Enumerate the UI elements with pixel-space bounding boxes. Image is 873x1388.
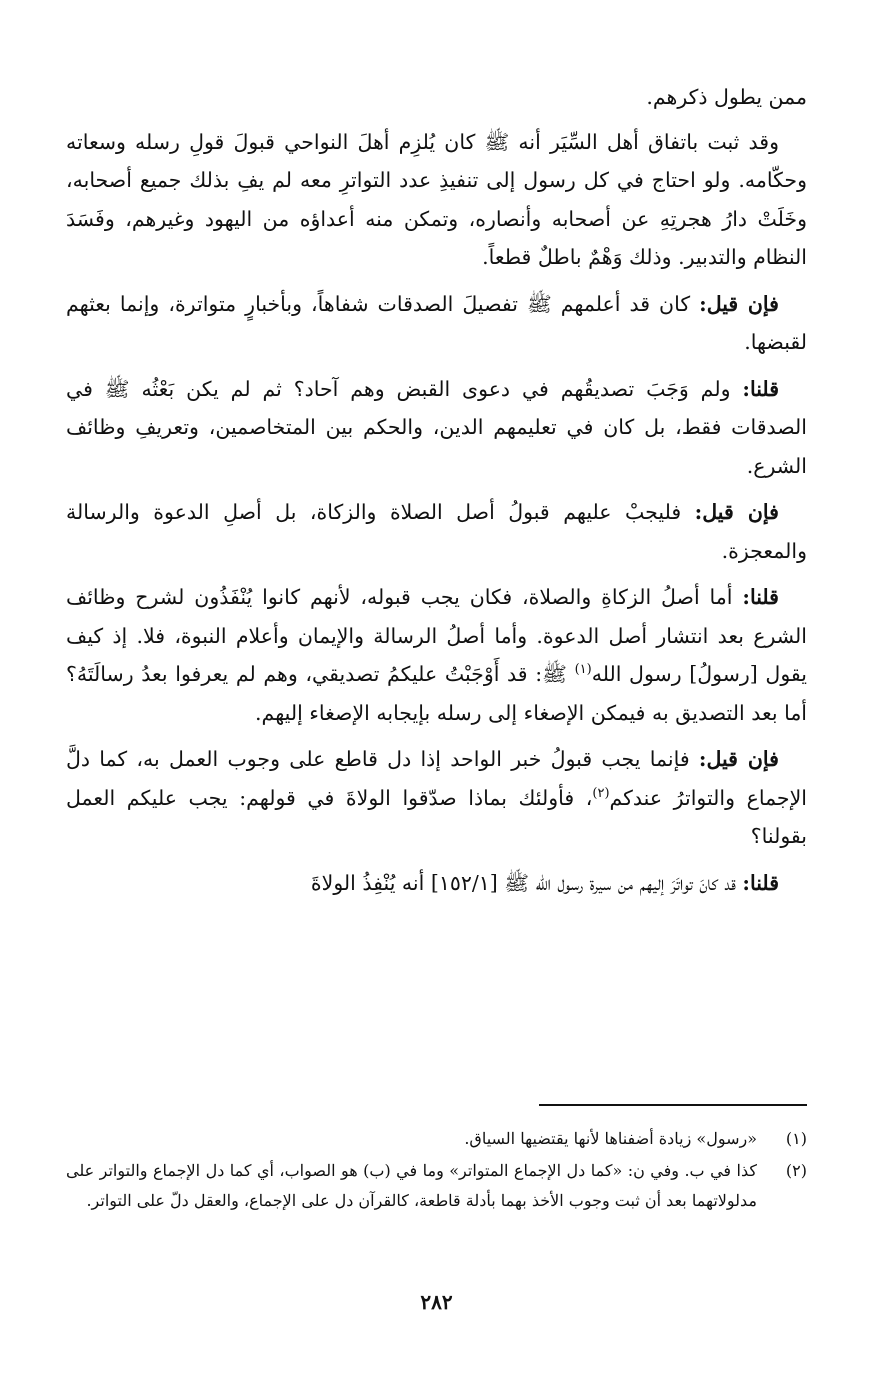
footnote-text: كذا في ب. وفي ن: «كما دل الإجماع المتواتر» وما في (ب) هو الصواب، أي كما دل الإجماع والتواتر على مدلولاتهما بعد أن ثبت وجوب الأخذ بهما بأدلة قاطعة، كالقرآن دل على الإجماع، والعقل دلّ على التواتر. — [66, 1161, 757, 1210]
footnote-number: (١) — [785, 1129, 807, 1148]
paragraph-reply-1 — [66, 370, 807, 486]
footnote-marker-1[interactable]: (١) — [574, 662, 592, 678]
reply-label: قلنا: — [742, 376, 779, 401]
objection-label: فإن قيل: — [699, 291, 779, 316]
paragraph-reply-2 — [66, 578, 807, 732]
page-number: ٢٨٢ — [420, 1290, 453, 1314]
footnote-text: «رسول» زيادة أضفناها لأنها يقتضيها السياق. — [464, 1129, 757, 1148]
paragraph-text: ﷺ: قد أَوْجَبْتُ عليكمُ تصديقي، وهم لم يعرفوا بعدُ رسالَتَهُ؟ أما بعد التصديق به فيمكن الإصغاء إلى رسله بإيجابه الإصغاء إليهم. — [66, 662, 807, 725]
paragraph-text: وقد ثبت باتفاق أهل السِّيَر أنه ﷺ كان يُلزِم أهلَ النواحي قبولَ قولِ رسله وسعاته وحكّامه. ولو احتاج في كل رسول إلى تنفيذِ عدد التواترِ معه لم يفِ بذلك جميع أصحابه، وخَلَتْ دارُ هجرتِهِ عن أصحابه وأنصاره، وتمكن منه أعداؤه من اليهود وغيرهم، وفَسَدَ النظام والتدبير. وذلك وَهْمٌ باطلٌ قطعاً. — [66, 129, 807, 269]
objection-label: فإن قيل: — [698, 747, 779, 771]
paragraph-objection-2 — [66, 493, 807, 570]
paragraph-continuation — [66, 78, 807, 117]
paragraph-text: ولم وَجَبَ تصديقُهم في دعوى القبض وهم آحاد؟ ثم لم يكن بَعْثُه ﷺ في الصدقات فقط، بل كان في تعليمهم الدين، والحكم بين المتخاصمين، وتعريفِ وظائف الشرع. — [66, 376, 807, 478]
paragraph-text: ، فأولئك بماذا صدّقوا الولاةَ في قولهم: يجب عليكم العمل بقولنا؟ — [66, 785, 807, 848]
paragraph-text: أما أصلُ الزكاةِ والصلاة، فكان يجب قبوله، لأنهم كانوا يُنْفَذُون لشرح وظائف الشرع بعد انتشار أصل الدعوة. وأما أصلُ الرسالة والإيمان وأعلام النبوة، فلا. إذ كيف يقول [رسولُ] رسول الله — [66, 585, 808, 686]
footnote-1 — [66, 1124, 807, 1154]
footnote-separator — [539, 1104, 807, 1106]
paragraph-reply-3 — [66, 864, 807, 903]
paragraph-text: ممن يطول ذكرهم. — [646, 85, 807, 109]
paragraph-text: كان قد أعلمهم ﷺ تفصيلَ الصدقات شفاهاً، وبأخبارٍ متواترة، وإنما بعثهم لقبضها. — [66, 291, 807, 354]
paragraph-objection-3 — [66, 740, 807, 856]
paragraph-text: فليجبْ عليهم قبولُ أصل الصلاة والزكاة، بل أصلِ الدعوة والرسالة والمعجزة. — [66, 500, 807, 563]
paragraph-consensus — [66, 123, 807, 277]
paragraph-objection-1 — [66, 285, 807, 362]
footnotes — [66, 1124, 807, 1218]
paragraph-text: فإنما يجب قبولُ خبر الواحد إذا دل قاطع على وجوب العمل به، كما دلَّ الإجماع والتواترُ عندكم — [66, 747, 807, 810]
reply-label: قلنا: — [742, 870, 779, 895]
footnote-number: (٢) — [785, 1161, 807, 1180]
objection-label: فإن قيل: — [694, 500, 779, 524]
paragraph-text: قد كانَ تواتَرَ إليهم من سيرة رسول الله ﷺ [١٥٢/١] أنه يُنْفِذُ الولاةَ — [310, 870, 736, 895]
footnote-marker-2[interactable]: (٢) — [592, 785, 610, 801]
reply-label: قلنا: — [742, 585, 779, 609]
footnote-2 — [66, 1156, 807, 1216]
